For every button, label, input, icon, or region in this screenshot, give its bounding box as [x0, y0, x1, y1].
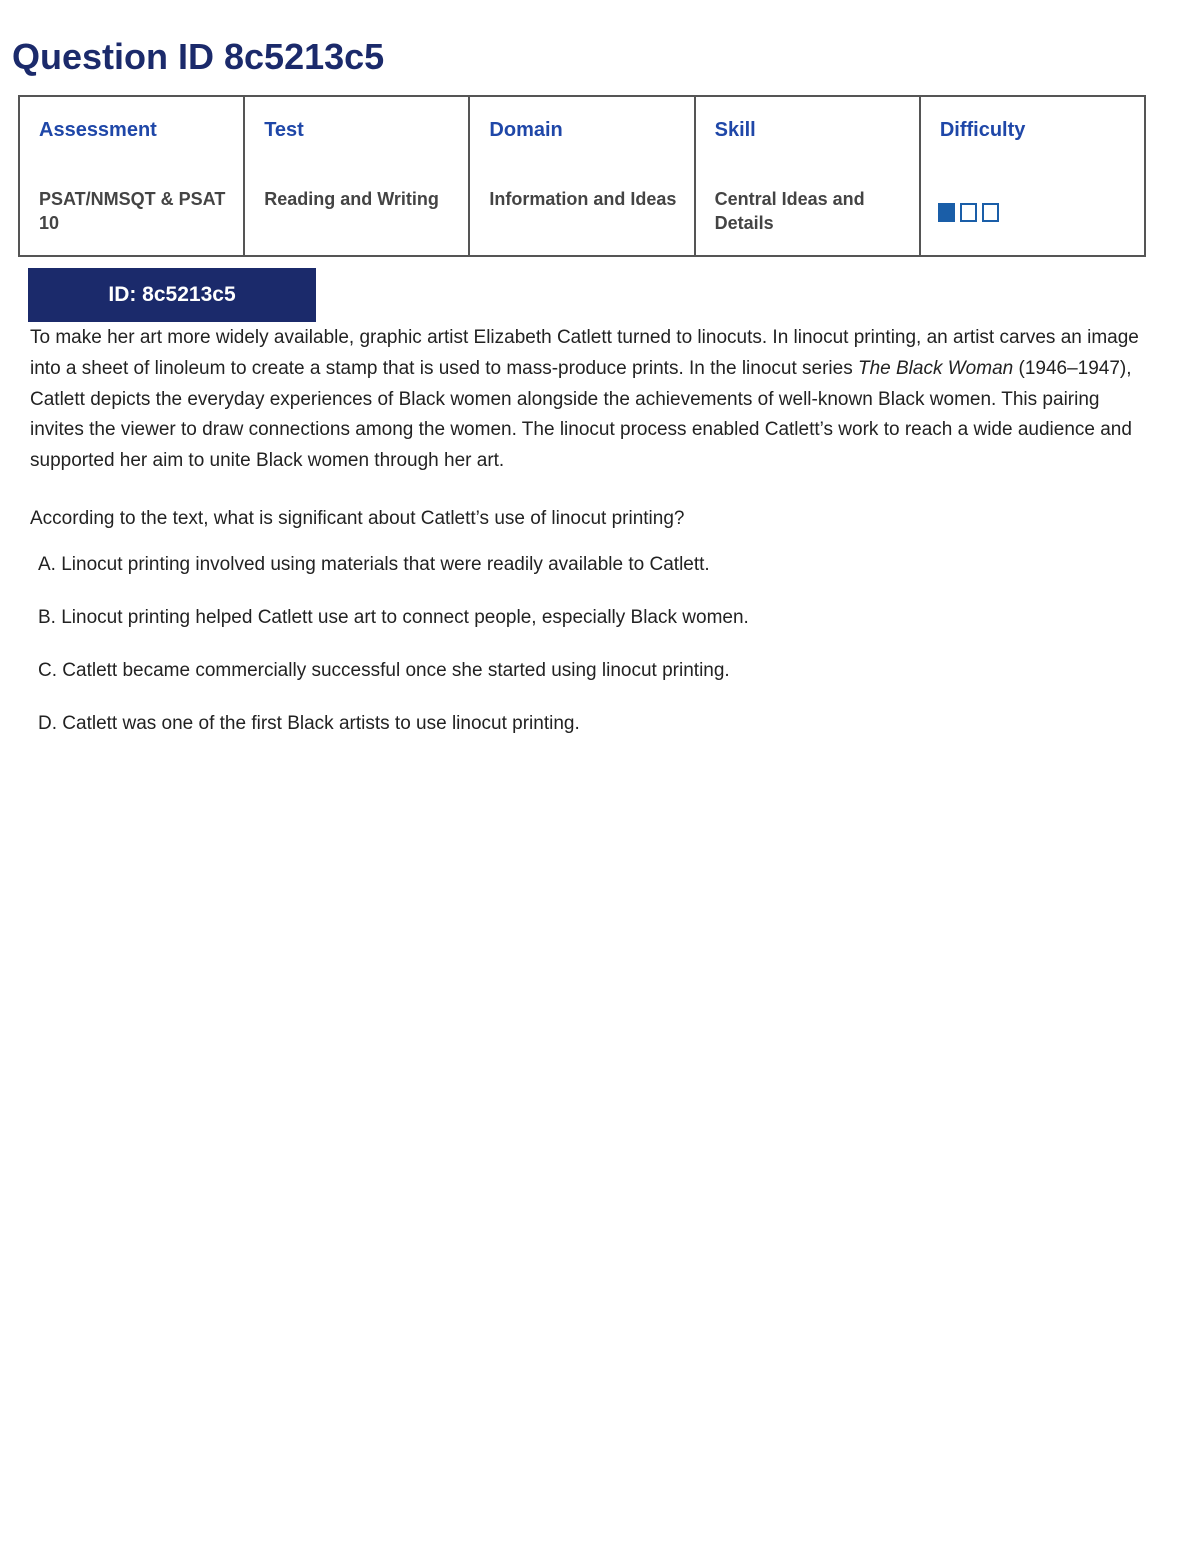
passage-text: [30, 323, 1155, 477]
answer-choices: [38, 551, 749, 763]
test-value: Reading and Writing: [264, 189, 439, 209]
difficulty-box-empty: [960, 203, 977, 222]
page-title: Question ID 8c5213c5: [12, 36, 385, 77]
skill-value: Central Ideas and Details: [714, 189, 865, 233]
domain-header: Domain: [489, 119, 563, 141]
skill-cell: [696, 97, 921, 255]
assessment-header: Assessment: [39, 119, 157, 141]
passage-part-1: To make her art more widely available, graphic artist Elizabeth Catlett turned to linocuts. In linocut printing, an artist carves an image into a sheet of linoleum to create a stamp that is used to mass-produce prints. In the linocut series: [30, 327, 1139, 379]
skill-header: Skill: [714, 119, 756, 141]
assessment-cell: [20, 97, 245, 255]
domain-cell: [470, 97, 695, 255]
test-cell: [245, 97, 470, 255]
difficulty-box-filled: [938, 203, 955, 222]
choice-b[interactable]: B. Linocut printing helped Catlett use art to connect people, especially Black women.: [38, 607, 749, 628]
question-metadata-table: [18, 95, 1146, 257]
difficulty-cell: [921, 97, 1144, 255]
question-stem: According to the text, what is significant about Catlett’s use of linocut printing?: [30, 508, 685, 529]
assessment-value: PSAT/NMSQT & PSAT 10: [39, 189, 226, 233]
choice-d[interactable]: D. Catlett was one of the first Black artists to use linocut printing.: [38, 713, 580, 734]
difficulty-box-empty: [982, 203, 999, 222]
choice-a[interactable]: A. Linocut printing involved using materials that were readily available to Catlett.: [38, 554, 710, 575]
domain-value: Information and Ideas: [489, 189, 677, 209]
difficulty-indicator: [938, 203, 999, 222]
question-id-banner: ID: 8c5213c5: [28, 268, 316, 322]
passage-work-title: The Black Woman: [857, 357, 1014, 379]
choice-c[interactable]: C. Catlett became commercially successful once she started using linocut printing.: [38, 660, 730, 681]
test-header: Test: [264, 119, 304, 141]
passage-part-2: (1946–1947), Catlett depicts the everyday experiences of Black women alongside the achievements of well-known Black women. This pairing invites the viewer to draw connections among the women. The linocut process enabled Catlett’s work to reach a wide audience and supported her aim to unite Black women through her art.: [30, 357, 1132, 472]
difficulty-header: Difficulty: [939, 119, 1026, 141]
